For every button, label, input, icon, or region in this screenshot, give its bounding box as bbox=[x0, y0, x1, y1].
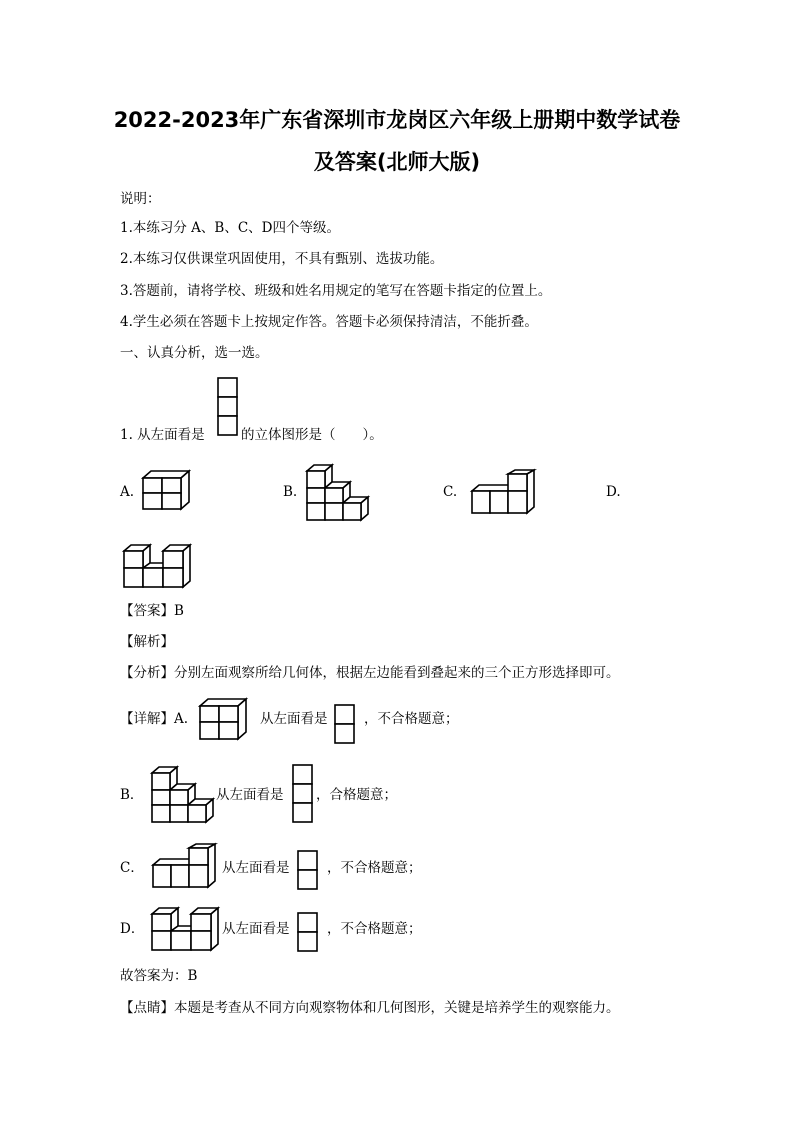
detail-a-text: 从左面看是 bbox=[260, 711, 328, 727]
intro-item-4: 4.学生必须在答题卡上按规定作答。答题卡必须保持清洁，不能折叠。 bbox=[120, 314, 538, 330]
detail-c-result: ，不合格题意； bbox=[327, 860, 422, 876]
detail-b-figure bbox=[150, 765, 216, 825]
detail-a-result: ，不合格题意； bbox=[364, 711, 459, 727]
detail-b-result: ，合格题意； bbox=[316, 787, 397, 803]
answer-line: 【答案】B bbox=[120, 603, 184, 619]
option-b-label: B. bbox=[283, 484, 298, 500]
page-title-line2: 及答案(北师大版) bbox=[313, 150, 481, 174]
page-title-line1: 2022-2023年广东省深圳市龙岗区六年级上册期中数学试卷 bbox=[113, 108, 681, 132]
detail-b-label: B． bbox=[120, 787, 144, 803]
detail-c-text: 从左面看是 bbox=[222, 860, 290, 876]
detail-b-left-view bbox=[292, 764, 314, 824]
detail-a-label: 【详解】A. bbox=[120, 711, 189, 727]
analysis-text: 【分析】分别左面观察所给几何体，根据左边能看到叠起来的三个正方形选择即可。 bbox=[120, 665, 620, 681]
intro-item-2: 2.本练习仅供课堂巩固使用，不具有甄别、选拔功能。 bbox=[120, 251, 444, 267]
option-c-label: C. bbox=[443, 484, 458, 500]
conclusion-line: 故答案为：B bbox=[120, 968, 198, 984]
option-a-label: A. bbox=[120, 484, 135, 500]
comment-line: 【点睛】本题是考查从不同方向观察物体和几何图形，关键是培养学生的观察能力。 bbox=[120, 1000, 620, 1016]
option-d-figure bbox=[122, 543, 194, 589]
detail-d-figure bbox=[150, 906, 222, 952]
detail-d-text: 从左面看是 bbox=[222, 921, 290, 937]
detail-d-left-view bbox=[297, 912, 319, 954]
detail-c-figure bbox=[151, 843, 221, 889]
detail-d-label: D． bbox=[120, 921, 145, 937]
option-a-figure bbox=[141, 470, 191, 512]
detail-d-result: ，不合格题意； bbox=[327, 921, 422, 937]
detail-b-text: 从左面看是 bbox=[216, 787, 284, 803]
detail-a-figure bbox=[198, 698, 248, 742]
option-c-figure bbox=[470, 469, 540, 515]
detail-c-label: C． bbox=[120, 860, 144, 876]
option-b-figure bbox=[305, 463, 371, 523]
question-1-suffix: 的立体图形是（ ）。 bbox=[241, 427, 383, 443]
question-1-prefix: 1. 从左面看是 bbox=[120, 427, 205, 443]
intro-heading: 说明： bbox=[120, 191, 161, 207]
detail-a-left-view bbox=[334, 704, 356, 746]
intro-item-3: 3.答题前，请将学校、班级和姓名用规定的笔写在答题卡指定的位置上。 bbox=[120, 283, 552, 299]
option-d-label: D. bbox=[606, 484, 621, 500]
intro-item-1: 1.本练习分 A、B、C、D四个等级。 bbox=[120, 220, 340, 236]
analysis-heading: 【解析】 bbox=[120, 634, 174, 650]
section-heading: 一、认真分析，选一选。 bbox=[120, 345, 269, 361]
question-left-view-figure bbox=[217, 377, 239, 437]
detail-c-left-view bbox=[297, 850, 319, 892]
